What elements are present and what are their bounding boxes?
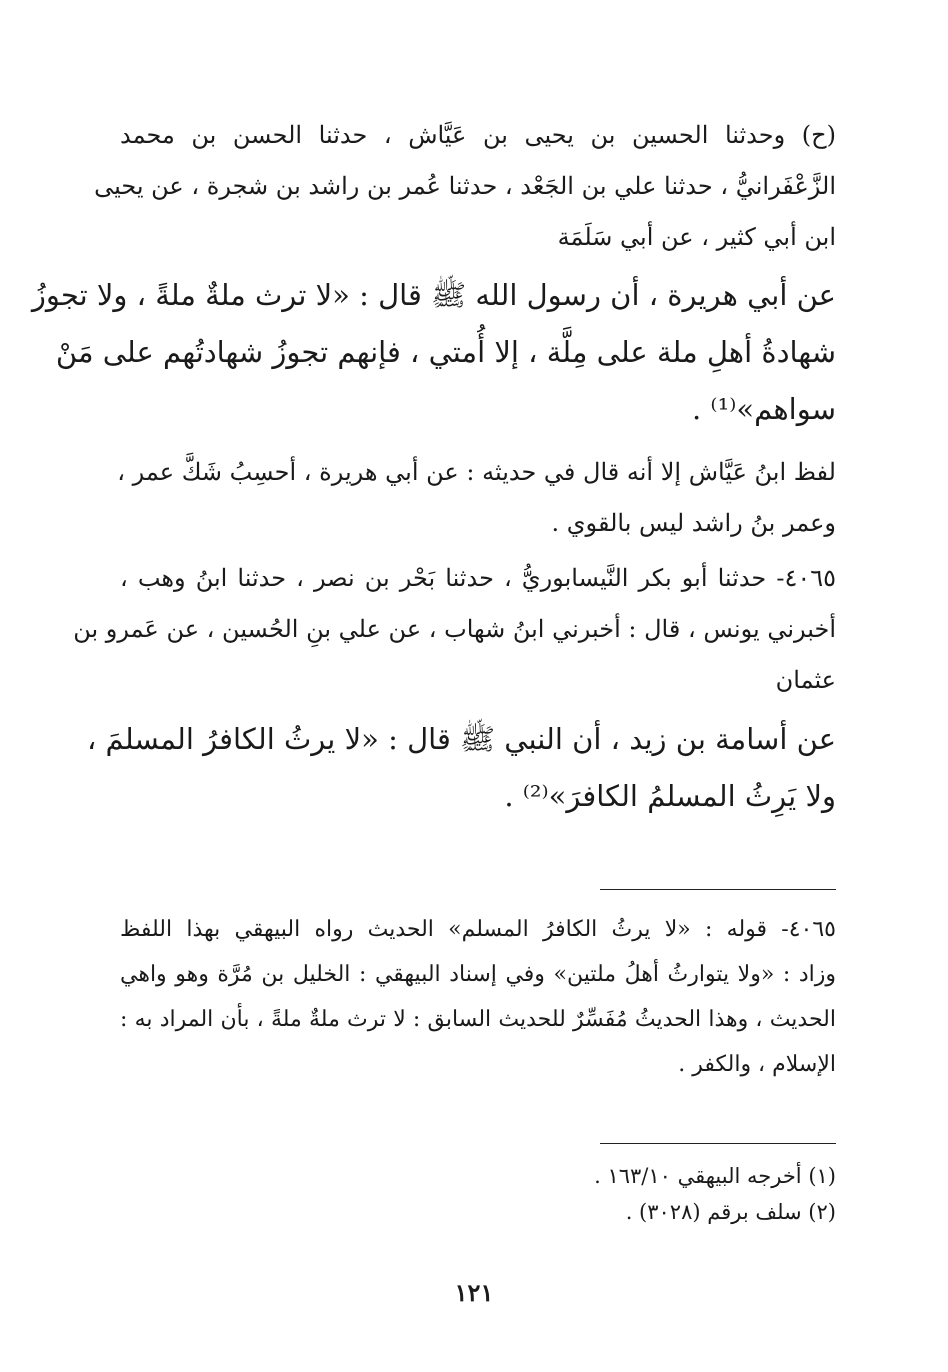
text-line: أخبرني يونس ، قال : أخبرني ابنُ شهاب ، عن علي بنِ الحُسين ، عن عَمرو بن — [73, 615, 836, 643]
commentary-separator — [600, 889, 836, 890]
hadith-text-1 — [31, 267, 836, 438]
footnote-separator — [600, 1143, 836, 1144]
hadith-text-2 — [86, 711, 836, 825]
text-line: وزاد : «ولا يتوارثُ أهلُ ملتين» وفي إسناد البيهقي : الخليل بن مُرَّة وهو واهي — [120, 962, 836, 987]
commentary-note — [120, 907, 836, 1087]
footnotes — [120, 1158, 836, 1230]
text-line: عن أبي هريرة ، أن رسول الله ﷺ قال : «لا ترث ملةٌ ملةً ، ولا تجوزُ — [31, 278, 836, 312]
narrator-remark — [117, 447, 836, 549]
text-line: الإسلام ، والكفر . — [678, 1052, 836, 1077]
text-line: ٤٠٦٥- قوله : «لا يرثُ الكافرُ المسلم» الحديث رواه البيهقي بهذا اللفظ — [120, 917, 836, 942]
text-line: (ح) وحدثنا الحسين بن يحيى بن عَيَّاش ، حدثنا الحسن بن محمد — [120, 121, 836, 149]
text-line: الحديث ، وهذا الحديثُ مُفَسِّرٌ للحديث السابق : لا ترث ملةٌ ملةً ، بأن المراد به : — [120, 1007, 836, 1032]
text-line: ٤٠٦٥- حدثنا أبو بكر النَّيسابوريُّ ، حدثنا بَحْر بن نصر ، حدثنا ابنُ وهب ، — [120, 564, 836, 592]
text-line: وعمر بنُ راشد ليس بالقوي . — [551, 509, 836, 537]
text-line: عثمان — [775, 666, 836, 694]
isnad-chain-1 — [94, 110, 836, 263]
text-line: ولا يَرِثُ المسلمُ الكافرَ»⁽²⁾ . — [504, 779, 836, 813]
text-line: لفظ ابنُ عَيَّاش إلا أنه قال في حديثه : عن أبي هريرة ، أحسِبُ شَكَّ عمر ، — [117, 458, 836, 486]
text-line: سواهم»⁽¹⁾ . — [692, 392, 836, 426]
text-line: عن أسامة بن زيد ، أن النبي ﷺ قال : «لا يرثُ الكافرُ المسلمَ ، — [86, 722, 836, 756]
footnote-2: (٢) سلف برقم (٣٠٢٨) . — [625, 1200, 836, 1224]
text-line: شهادةُ أهلِ ملة على مِلَّة ، إلا أُمتي ، فإنهم تجوزُ شهادتُهم على مَنْ — [55, 335, 836, 369]
footnote-1: (١) أخرجه البيهقي ١٦٣/١٠ . — [594, 1164, 836, 1188]
text-line: الزَّعْفَرانيُّ ، حدثنا علي بن الجَعْد ، حدثنا عُمر بن راشد بن شجرة ، عن يحيى — [94, 172, 836, 200]
page-number: ١٢١ — [454, 1278, 494, 1307]
isnad-chain-2 — [73, 553, 836, 706]
text-line: ابن أبي كثير ، عن أبي سَلَمَة — [557, 223, 836, 251]
